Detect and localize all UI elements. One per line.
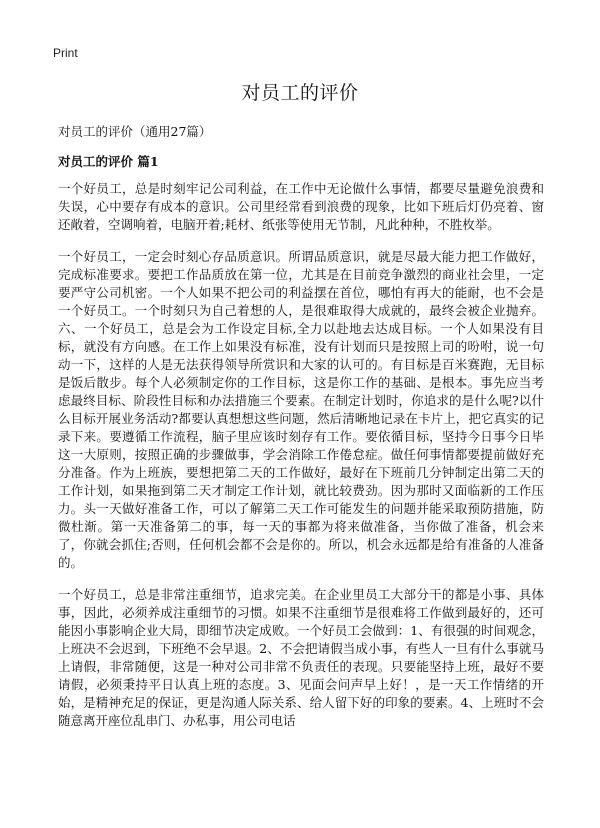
document-subtitle: 对员工的评价（通用27篇） <box>58 124 212 139</box>
paragraph-1: 一个好员工，总是时刻牢记公司利益，在工作中无论做什么事情，都要尽量避免浪费和失误，心中要存有成本的意识。公司里经常看到浪费的现象，比如下班后灯仍亮着、窗还敞着，空调响着，电脑开着;耗材、纸张等使用无节制，凡此种种，不胜枚举。 <box>58 181 544 232</box>
paragraph-3: 一个好员工，总是非常注重细节，追求完美。在企业里员工大部分干的都是小事、具体事，因此，必须养成注重细节的习惯。如果不注重细节是很难将工作做到最好的，还可能因小事影响企业大局，即细节决定成败。一个好员工会做到：1、有很强的时间观念，上班决不会迟到，下班绝不会早退。2、不会把请假当成小事，有些人一旦有什么事就马上请假，非常随便，这是一种对公司非常不负责任的表现。只要能坚持上班，最好不要请假，必须秉持平日认真上班的态度。3、见面会问声早上好！，是一天工作情绪的开始，是精神充足的保证，更是沟通人际关系、给人留下好的印象的要素。4、上班时不会随意离开座位乱串门、办私事，用公司电话 <box>58 587 544 728</box>
section-heading: 对员工的评价 篇1 <box>58 154 159 169</box>
print-link[interactable]: Print <box>53 46 78 60</box>
page-title: 对员工的评价 <box>241 82 359 104</box>
article-body <box>58 180 544 744</box>
paragraph-2: 一个好员工，一定会时刻心存品质意识。所谓品质意识，就是尽最大能力把工作做好，完成标准要求。要把工作品质放在第一位，尤其是在目前竞争激烈的商业社会里，一定要严守公司机密。一个人如果不把公司的利益摆在首位，哪怕有再大的能耐，也不会是一个好员工。一个时刻只为自己着想的人，是很难取得大成就的，最终会被企业抛弃。六、一个好员工，总是会为工作设定目标,全力以赴地去达成目标。一个人如果没有目标，就没有方向感。在工作上如果没有标准，没有计划而只是按照上司的吩咐，说一句动一下，这样的人是无法获得领导所赏识和大家的认可的。有目标是百米赛跑，无目标是饭后散步。每个人必须制定你的工作目标，这是你工作的基础、是根本。事先应当考虑最终目标、阶段性目标和办法措施三个要素。在制定计划时，你追求的是什么呢?以什么目标开展业务活动?都要认真想想这些问题，然后清晰地记录在卡片上，把它真实的记录下来。要遵循工作流程，脑子里应该时刻存有工作。要依循目标，坚持今日事今日毕这一大原则，按照正确的步骤做事，学会消除工作倦怠症。做任何事情都要提前做好充分准备。作为上班族，要想把第二天的工作做好，最好在下班前几分钟制定出第二天的工作计划，如果拖到第二天才制定工作计划，就比较费劲。因为那时又面临新的工作压力。头一天做好准备工作，可以了解第二天工作可能发生的问题并能采取预防措施，防微杜渐。第一天准备第二的事，每一天的事都为将来做准备，当你做了准备，机会来了，你就会抓住;否则，任何机会都不会是你的。所以，机会永远都是给有准备的人准备的。 <box>58 249 544 570</box>
